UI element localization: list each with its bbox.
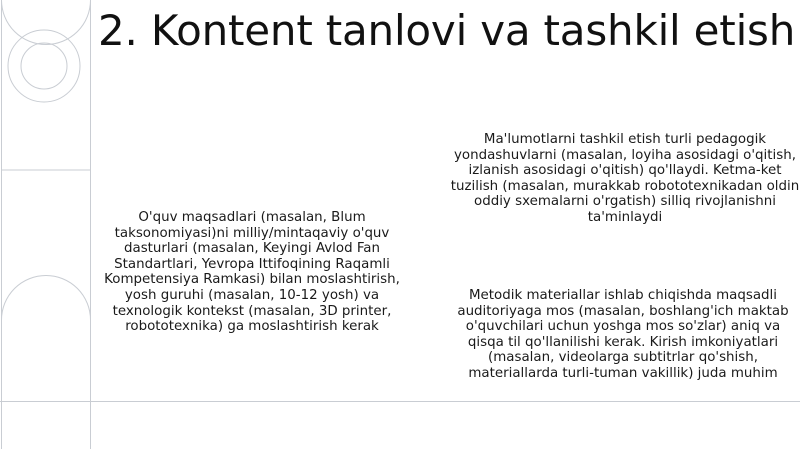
slide-title: 2. Kontent tanlovi va tashkil etish <box>98 6 796 55</box>
deco-circle-small <box>21 43 67 89</box>
deco-circle-large <box>8 30 80 102</box>
right-bottom-text-block: Metodik materiallar ishlab chiqishda maqsadli auditoriyaga mos (masalan, boshlang'ich maktab o'quvchilari uchun yoshga mos so'zlar) aniq va qisqa til qo'llanilishi kerak. Kirish imkoniyatlari (masalan, videolarga subtitrlar qo'shish, materiallarda turli-tuman vakillik) juda muhim <box>457 288 789 381</box>
deco-lower-arch <box>2 276 91 449</box>
right-top-text-block: Ma'lumotlarni tashkil etish turli pedagogik yondashuvlarni (masalan, loyiha asosidagi o'qitish, izlanish asosidagi o'qitish) qo'llaydi. Ketma-ket tuzilish (masalan, murakkab robototexnikadan oldin oddiy sxemalarni o'rgatish) silliq rivojlanishni ta'minlaydi <box>450 132 800 225</box>
left-text-block: O'quv maqsadlari (masalan, Blum taksonomiyasi)ni milliy/mintaqaviy o'quv dasturlari (masalan, Keyingi Avlod Fan Standartlari, Yevropa Ittifoqining Raqamli Kompetensiya Ramkasi) bilan moslashtirish, yosh guruhi (masalan, 10-12 yosh) va texnologik kontekst (masalan, 3D printer, robototexnika) ga moslashtirish kerak <box>104 210 400 335</box>
deco-top-arc <box>2 0 91 45</box>
